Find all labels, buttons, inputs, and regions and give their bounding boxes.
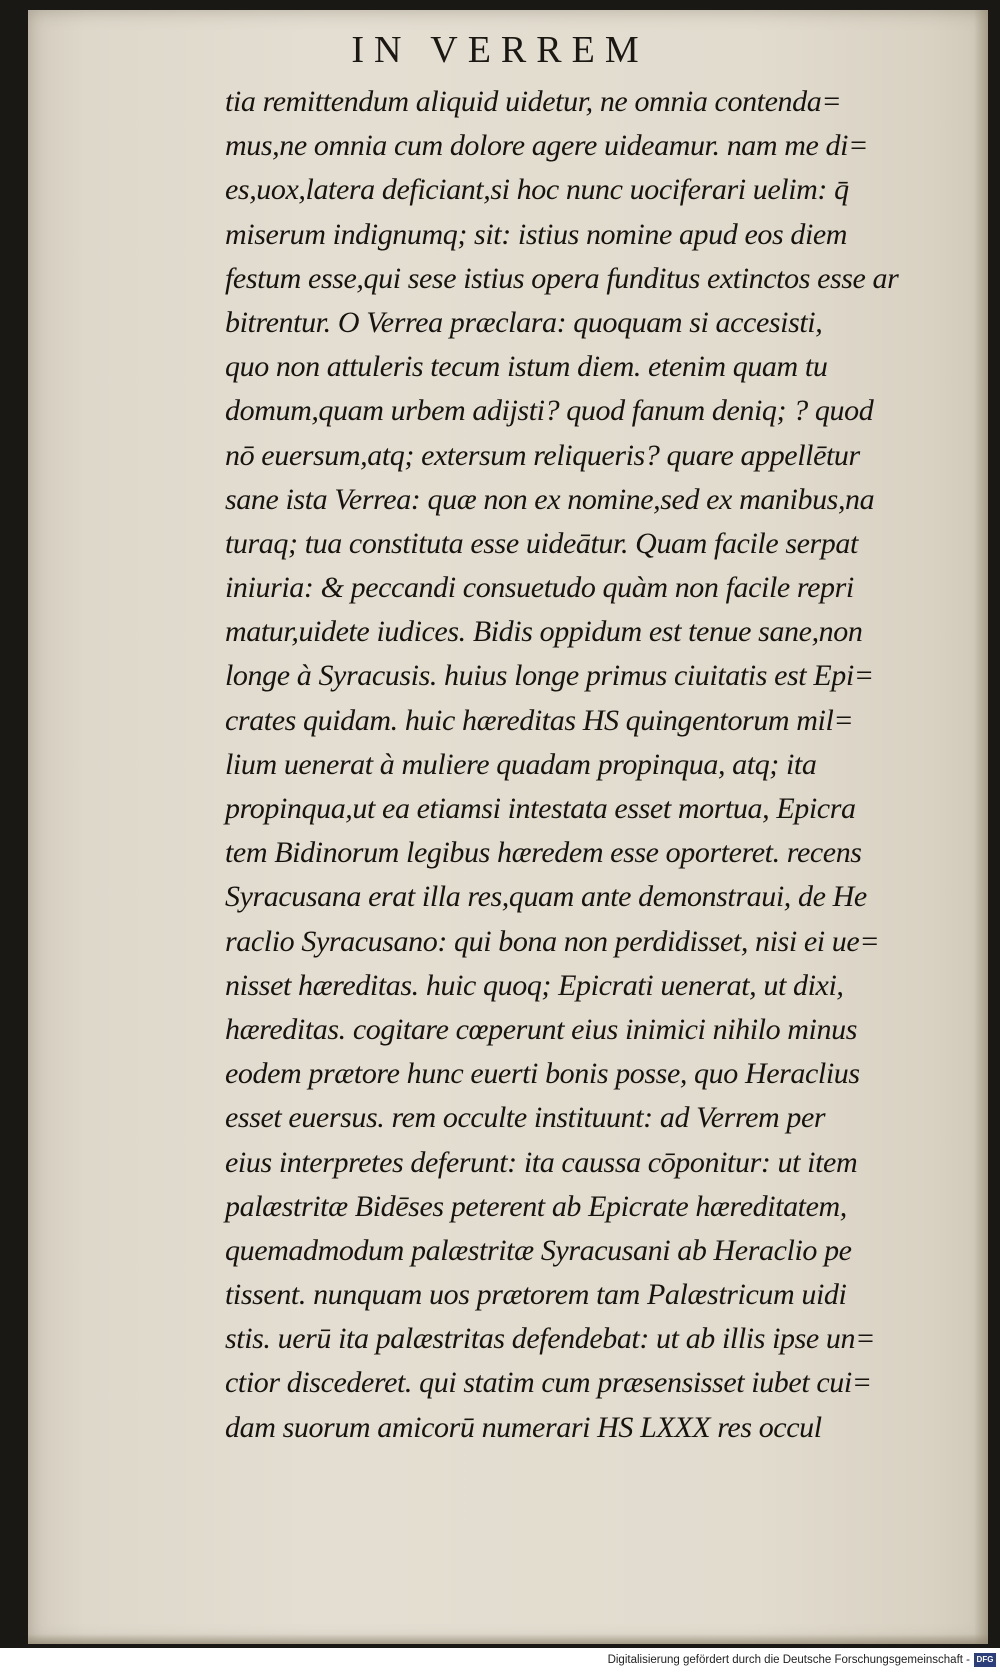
text-line: esset euersus. rem occulte instituunt: ad Verrem per (225, 1101, 826, 1135)
page-edge-shadow-bottom (28, 1634, 988, 1644)
text-line: quemadmodum palæstritæ Syracusani ab Heraclio pe (225, 1233, 852, 1267)
text-line: Syracusana erat illa res,quam ante demonstraui, de He (225, 880, 867, 914)
text-line: ctior discederet. qui statim cum præsensisset iubet cui= (225, 1366, 872, 1400)
funding-credit: Digitalisierung gefördert durch die Deutsche Forschungsgemeinschaft - (607, 1654, 970, 1666)
text-line: lium uenerat à muliere quadam propinqua, atq; ita (225, 747, 817, 781)
text-line: raclio Syracusano: qui bona non perdidisset, nisi ei ue= (225, 924, 880, 958)
text-line: bitrentur. O Verrea præclara: quoquam si accesisti, (225, 305, 823, 339)
text-line: domum,quam urbem adijsti? quod fanum deniq; ? quod (225, 394, 874, 428)
footer-bar (0, 1648, 1000, 1676)
text-line: nō euersum,atq; extersum reliqueris? quare appellētur (225, 438, 860, 472)
text-line: turaq; tua constituta esse uideātur. Quam facile serpat (225, 526, 858, 560)
text-line: mus,ne omnia cum dolore agere uideamur. nam me di= (225, 129, 868, 163)
text-line: sane ista Verrea: quæ non ex nomine,sed ex manibus,na (225, 482, 875, 516)
text-line: es,uox,latera deficiant,si hoc nunc uociferari uelim: q̄ (225, 173, 849, 207)
text-line: tia remittendum aliquid uidetur, ne omnia contenda= (225, 85, 842, 118)
text-line: longe à Syracusis. huius longe primus ciuitatis est Epi= (225, 659, 874, 693)
text-line: dam suorum amicorū numerari HS LXXX res occul (225, 1410, 822, 1444)
page-edge-shadow-right (974, 10, 988, 1644)
text-line: propinqua,ut ea etiamsi intestata esset mortua, Epicra (225, 792, 856, 825)
text-line: festum esse,qui sese istius opera funditus extinctos esse ar (225, 261, 899, 295)
text-line: iniuria: & peccandi consuetudo quàm non facile repri (225, 571, 854, 605)
text-line: miserum indignumq; sit: istius nomine apud eos diem (225, 217, 848, 251)
dfg-logo: DFG (974, 1653, 996, 1667)
body-text (225, 80, 955, 1450)
text-line: hæreditas. cogitare cœperunt eius inimici nihilo minus (225, 1012, 857, 1046)
text-line: palæstritæ Bidēses peterent ab Epicrate hæreditatem, (225, 1189, 847, 1223)
text-line: tissent. nunquam uos prætorem tam Palæstricum uidi (225, 1278, 847, 1312)
text-line: crates quidam. huic hæreditas HS quingentorum mil= (225, 703, 854, 737)
text-line: tem Bidinorum legibus hæredem esse oporteret. recens (225, 836, 862, 870)
text-line: quo non attuleris tecum istum diem. etenim quam tu (225, 350, 828, 384)
text-line: stis. uerū ita palæstritas defendebat: ut ab illis ipse un= (225, 1322, 875, 1356)
text-line: eodem prætore hunc euerti bonis posse, quo Heraclius (225, 1057, 860, 1091)
running-head: IN VERREM (351, 29, 649, 71)
text-line: eius interpretes deferunt: ita caussa cōponitur: ut item (225, 1145, 858, 1179)
text-line: nisset hæreditas. huic quoq; Epicrati uenerat, ut dixi, (225, 968, 844, 1002)
text-line: matur,uidete iudices. Bidis oppidum est tenue sane,non (225, 615, 863, 649)
